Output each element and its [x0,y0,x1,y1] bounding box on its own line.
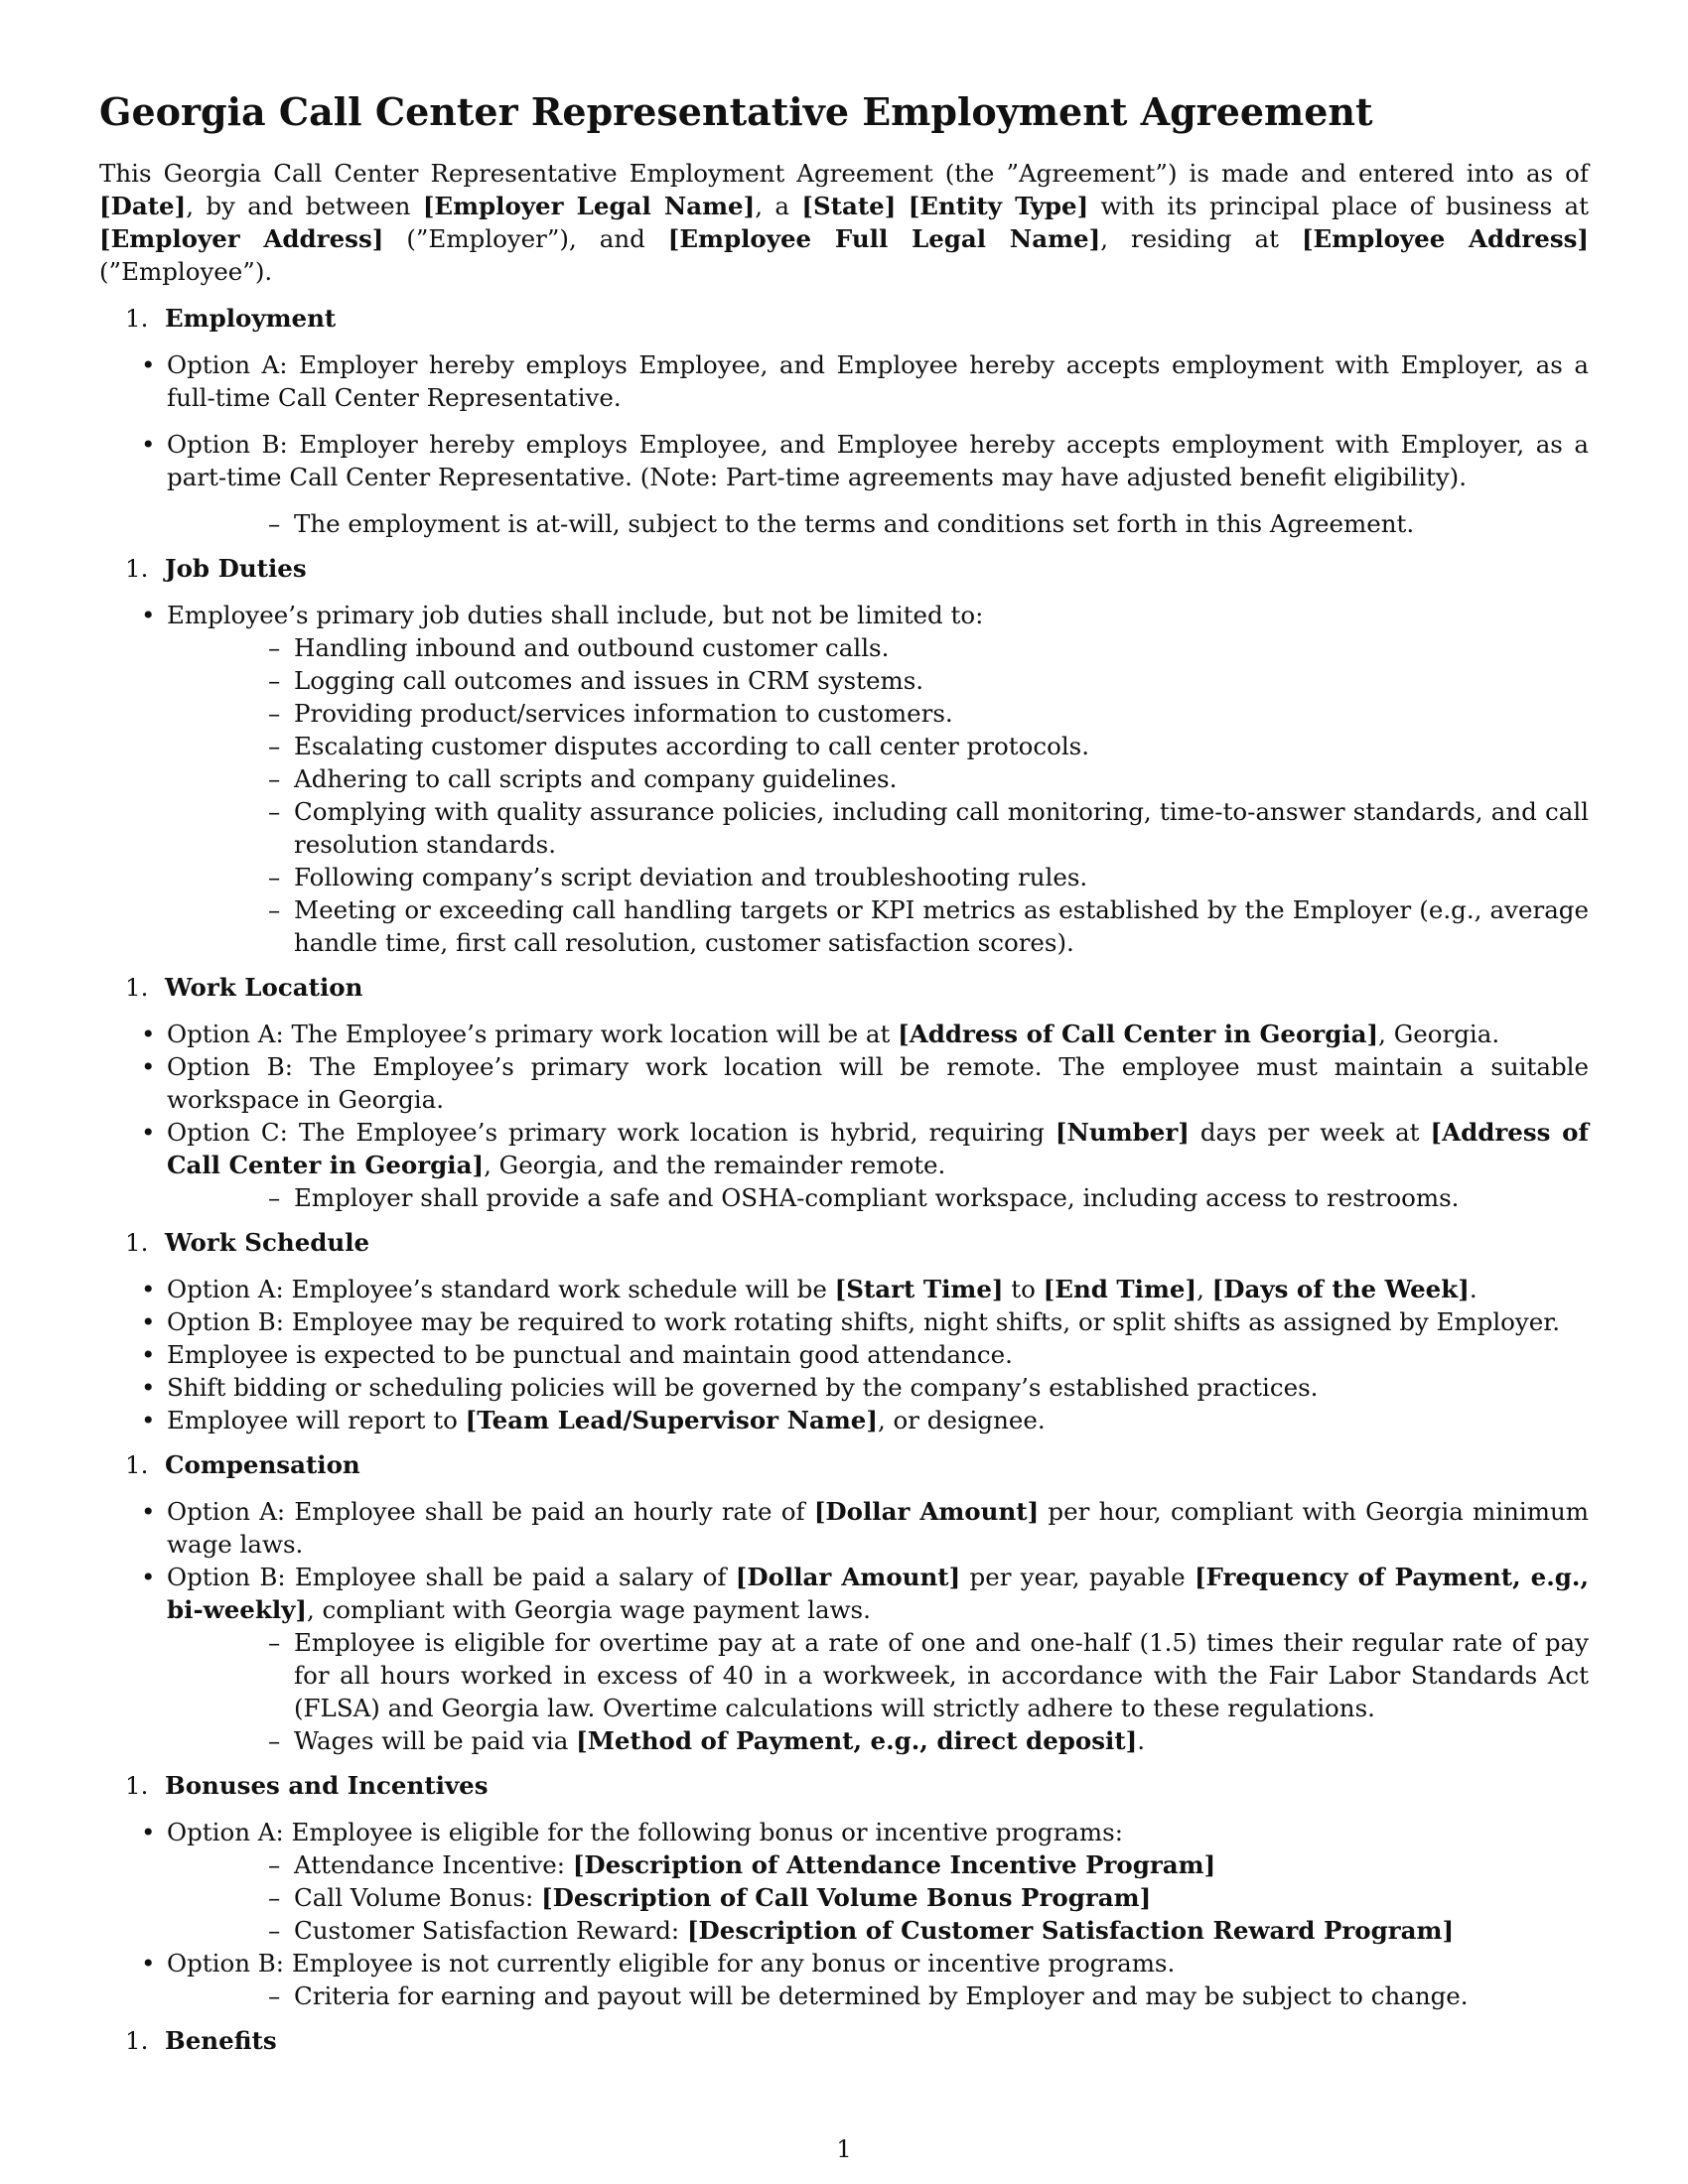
section-title: Bonuses and Incentives [165,1771,489,1800]
intro-text [896,192,908,220]
list-item-text: , [1196,1275,1212,1303]
placeholder-end-time: [End Time] [1043,1275,1197,1303]
list-item-text: Option B: Employer hereby employs Employee, and Employee hereby accepts employment with Employer, as a part-time Call Center Representative. (Note: Part-time agreements may have adjusted benefit eligibility). [167,430,1589,491]
placeholder-dollar-amount: [Dollar Amount] [735,1563,961,1591]
work-location-list [99,1018,1589,1214]
placeholder-attendance-program: [Description of Attendance Incentive Program] [572,1850,1216,1879]
section-title: Work Location [165,973,363,1002]
placeholder-call-center-address: [Address of Call Center in Georgia] [898,1020,1379,1048]
job-duties-sublist [167,631,1589,959]
intro-text: , residing at [1100,224,1302,253]
list-item-text: Option A: Employee is eligible for the following bonus or incentive programs: [167,1818,1123,1846]
placeholder-call-volume-program: [Description of Call Volume Bonus Program] [541,1883,1152,1912]
sub-list-item: – Complying with quality assurance policies, including call monitoring, time-to-answer standards, and call resolution standards. [167,795,1589,861]
bonuses-list [99,1816,1589,2012]
bonuses-sublist [167,1848,1589,1947]
section-heading-compensation [99,1448,1589,1481]
list-item-text: to [1003,1275,1044,1303]
document-page [99,87,1589,2071]
list-item-text: , Georgia, and the remainder remote. [484,1151,946,1179]
intro-text: (”Employer”), and [383,224,668,253]
list-item-text: Employee will report to [167,1406,466,1434]
list-item-text: Option C: The Employee’s primary work location is hybrid, requiring [167,1118,1055,1147]
list-item [99,1116,1589,1214]
sub-list-item [167,1914,1589,1947]
sub-list-item: – Adhering to call scripts and company guidelines. [167,762,1589,795]
list-item [99,1947,1589,2012]
placeholder-dollar-amount: [Dollar Amount] [813,1497,1040,1526]
list-item-text: Option A: The Employee’s primary work location will be at [167,1020,899,1048]
sub-list-item: – The employment is at-will, subject to the terms and conditions set forth in this Agreement. [167,507,1589,540]
placeholder-supervisor-name: [Team Lead/Supervisor Name] [465,1406,878,1434]
list-item-text: Call Volume Bonus: [294,1883,542,1912]
sub-list-item [167,1881,1589,1914]
section-heading-bonuses [99,1769,1589,1802]
section-number: 1. [125,1771,149,1800]
section-title: Benefits [165,2026,277,2055]
section-title: Work Schedule [165,1228,370,1257]
list-item-text: Customer Satisfaction Reward: [294,1916,687,1945]
placeholder-payment-method: [Method of Payment, e.g., direct deposit] [576,1726,1138,1755]
placeholder-state: [State] [801,192,897,220]
list-item-text: per hour, compliant with Georgia minimum wage laws. [167,1497,1589,1559]
employment-sublist [167,507,1589,540]
placeholder-employer-address: [Employer Address] [99,224,384,253]
section-number: 1. [125,554,149,583]
placeholder-number: [Number] [1055,1118,1190,1147]
intro-text: with its principal place of business at [1088,192,1589,220]
section-number: 1. [125,1450,149,1479]
list-item [99,1018,1589,1050]
list-item [99,1273,1589,1305]
list-item [99,1495,1589,1561]
sub-list-item [167,1848,1589,1881]
section-heading-work-location [99,971,1589,1004]
placeholder-entity-type: [Entity Type] [908,192,1089,220]
placeholder-payment-frequency: [Frequency of Payment, e.g., bi-weekly] [167,1563,1589,1624]
list-item-text: . [1137,1726,1146,1755]
list-item: • Option A: Employer hereby employs Employee, and Employee hereby accepts employment with Employer, as a full-time Call Center Representative. [99,348,1589,414]
section-number: 1. [125,304,149,333]
section-heading-benefits [99,2024,1589,2057]
placeholder-employer-legal-name: [Employer Legal Name] [422,192,756,220]
section-heading-employment [99,302,1589,335]
list-item-text: Option B: Employee shall be paid a salary of [167,1563,736,1591]
section-heading-work-schedule [99,1226,1589,1259]
list-item-text: . [1469,1275,1477,1303]
list-item-text: , or designee. [877,1406,1046,1434]
section-title: Job Duties [165,554,307,583]
list-item [99,599,1589,959]
job-duties-list [99,599,1589,959]
list-item-text: Option A: Employee’s standard work schedule will be [167,1275,835,1303]
list-item-text: Attendance Incentive: [294,1850,573,1879]
section-title: Employment [165,304,337,333]
work-location-sublist [167,1181,1589,1214]
list-item [99,428,1589,540]
work-schedule-list [99,1273,1589,1436]
intro-paragraph [99,157,1589,288]
section-heading-job-duties [99,552,1589,585]
list-item-text: , compliant with Georgia wage payment laws. [306,1595,871,1624]
list-item-text: Wages will be paid via [294,1726,577,1755]
list-item-text: Option A: Employee shall be paid an hourly rate of [167,1497,814,1526]
intro-text: , a [755,192,802,220]
sub-list-item: – Meeting or exceeding call handling targets or KPI metrics as established by the Employer (e.g., average handle time, first call resolution, customer satisfaction scores). [167,893,1589,959]
placeholder-employee-name: [Employee Full Legal Name] [667,224,1101,253]
list-item [99,1404,1589,1436]
sub-list-item: – Employee is eligible for overtime pay at a rate of one and one-half (1.5) times their regular rate of pay for all hours worked in excess of 40 in a workweek, in accordance with the Fair Labor Standards Act (FLSA) and Georgia law. Overtime calculations will strictly adhere to these regulations. [167,1626,1589,1724]
intro-text: , by and between [186,192,423,220]
document-title: Georgia Call Center Representative Employment Agreement [99,89,1373,134]
intro-text: (”Employee”). [99,257,273,286]
list-item [99,1816,1589,1947]
sub-list-item: – Escalating customer disputes according to call center protocols. [167,730,1589,762]
sub-list-item: – Providing product/services information to customers. [167,697,1589,730]
page-number: 1 [836,2135,852,2163]
compensation-sublist [167,1626,1589,1757]
section-title: Compensation [165,1450,360,1479]
list-item-text: days per week at [1189,1118,1431,1147]
list-item: • Employee is expected to be punctual and maintain good attendance. [99,1338,1589,1371]
employment-options [99,348,1589,540]
placeholder-satisfaction-program: [Description of Customer Satisfaction Reward Program] [686,1916,1455,1945]
sub-list-item: – Logging call outcomes and issues in CRM systems. [167,664,1589,697]
section-number: 1. [125,2026,149,2055]
list-item-text: per year, payable [960,1563,1195,1591]
sub-list-item [167,1724,1589,1757]
bonuses-sublist-b [167,1979,1589,2012]
list-item [99,1561,1589,1757]
section-number: 1. [125,1228,149,1257]
compensation-list [99,1495,1589,1757]
sub-list-item: – Handling inbound and outbound customer calls. [167,631,1589,664]
sub-list-item: – Criteria for earning and payout will be determined by Employer and may be subject to change. [167,1979,1589,2012]
list-item-text: Option B: Employee is not currently eligible for any bonus or incentive programs. [167,1949,1176,1978]
placeholder-date: [Date] [99,192,187,220]
intro-text: This Georgia Call Center Representative Employment Agreement (the ”Agreement”) is made and entered into as of [99,159,1589,188]
list-item-text: , Georgia. [1378,1020,1500,1048]
list-item: • Shift bidding or scheduling policies will be governed by the company’s established practices. [99,1371,1589,1404]
placeholder-call-center-address: [Address of Call Center in Georgia] [167,1118,1589,1179]
list-item-text: Employee’s primary job duties shall include, but not be limited to: [167,601,984,629]
list-item: • Option B: Employee may be required to work rotating shifts, night shifts, or split shifts as assigned by Employer. [99,1305,1589,1338]
placeholder-employee-address: [Employee Address] [1301,224,1589,253]
list-item: • Option B: The Employee’s primary work location will be remote. The employee must maintain a suitable workspace in Georgia. [99,1050,1589,1116]
placeholder-start-time: [Start Time] [834,1275,1004,1303]
section-number: 1. [125,973,149,1002]
sub-list-item: – Employer shall provide a safe and OSHA-compliant workspace, including access to restrooms. [167,1181,1589,1214]
sub-list-item: – Following company’s script deviation and troubleshooting rules. [167,861,1589,893]
placeholder-days-of-week: [Days of the Week] [1211,1275,1470,1303]
